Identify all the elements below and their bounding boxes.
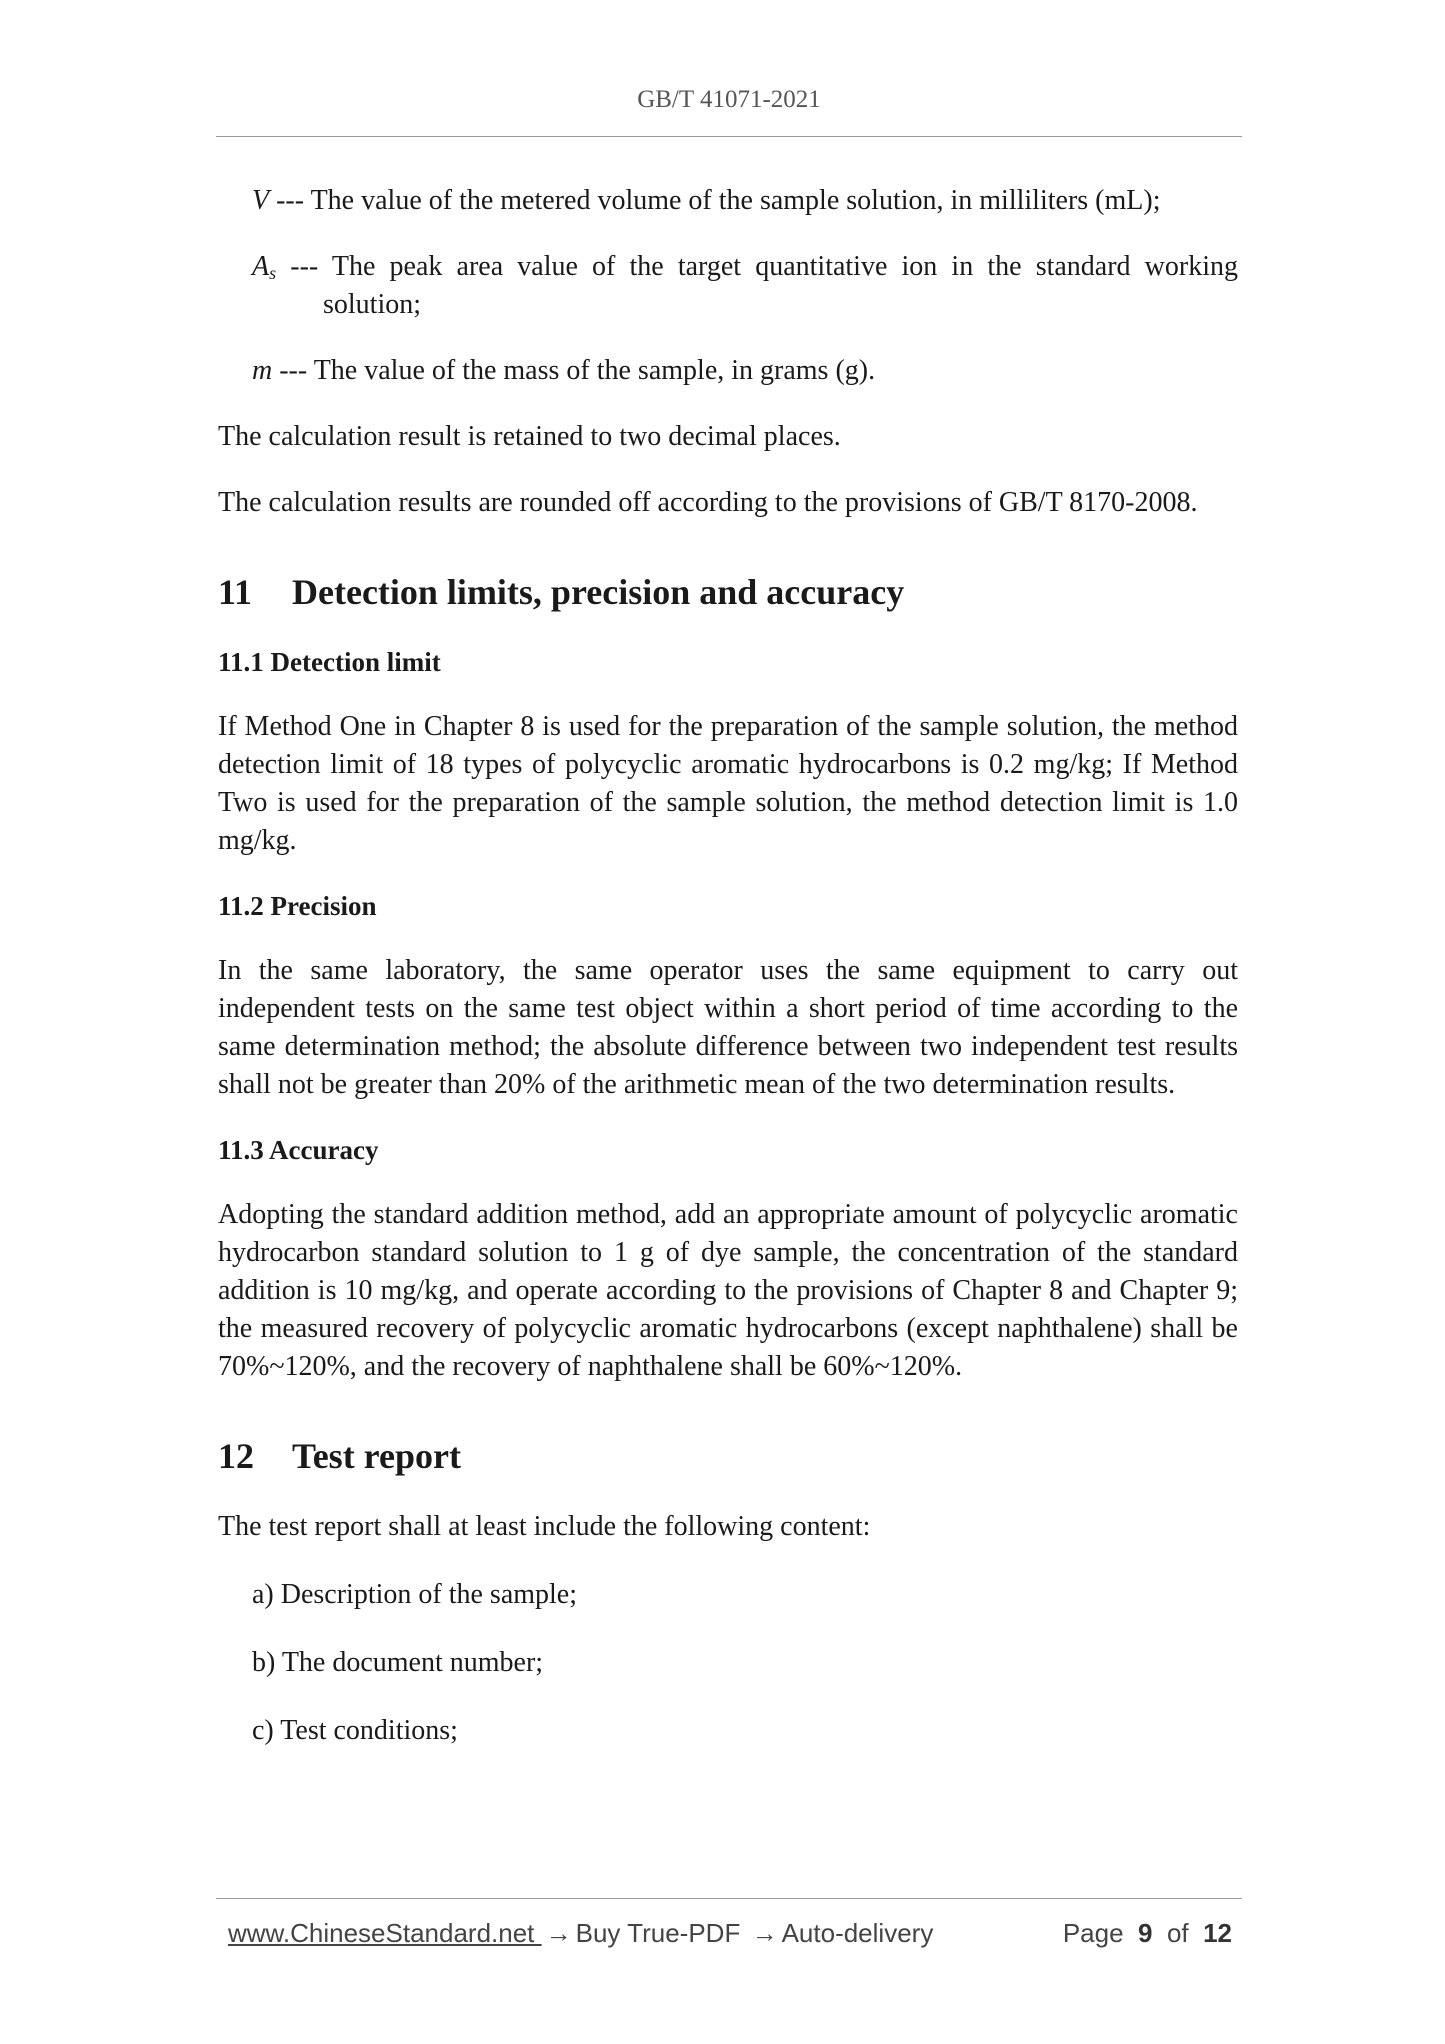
footer-divider [216, 1898, 1242, 1899]
section-12-heading [218, 1434, 1238, 1478]
subsection-11-3-heading: 11.3 Accuracy [218, 1135, 379, 1165]
page-current: 9 [1138, 1918, 1153, 1948]
definition-m-text: --- The value of the mass of the sample, in grams (g). [279, 355, 876, 386]
symbol-as: $A_s$ [252, 251, 277, 283]
delivery-text: Auto-delivery [781, 1918, 934, 1948]
symbol-v: V [252, 185, 270, 216]
list-item: b) The document number; [252, 1647, 544, 1678]
page-header: GB/T 41071-2021 [637, 86, 821, 113]
subsection-11-1-heading: 11.1 Detection limit [218, 647, 441, 677]
definition-v-text: --- The value of the metered volume of the sample solution, in milliliters (mL); [276, 185, 1161, 216]
section-11-number: 11 [218, 572, 253, 612]
subsection-11-3-text: Adopting the standard addition method, add an appropriate amount of polycyclic aromatic hydrocarbon standard solution to 1 g of dye sample, the concentration of the standard addition is 10 mg/kg, and operate according to the provisions of Chapter 8 and Chapter 9; the measured recovery of polycyclic aromatic hydrocarbons (except naphthalene) shall be 70%~120%, and the recovery of naphthalene shall be 60%~120%. [218, 1199, 1238, 1382]
page-footer [228, 1918, 1232, 1949]
website-link[interactable]: www.ChineseStandard.net [228, 1918, 542, 1948]
footer-left [228, 1918, 933, 1949]
section-11-heading [218, 570, 1238, 614]
arrow-right-icon: → [545, 1918, 572, 1948]
arrow-right-icon: → [751, 1918, 778, 1948]
header-divider [216, 136, 1242, 137]
section-12-number: 12 [218, 1436, 254, 1476]
definition-m [218, 352, 1238, 390]
section-12-intro: The test report shall at least include the following content: [218, 1511, 871, 1542]
page-of-label: of [1166, 1918, 1189, 1948]
list-item: c) Test conditions; [252, 1715, 458, 1746]
subsection-11-1-text: If Method One in Chapter 8 is used for the preparation of the sample solution, the method detection limit of 18 types of polycyclic aromatic hydrocarbons is 0.2 mg/kg; If Method Two is used for the preparation of the sample solution, the method detection limit is 1.0 mg/kg. [218, 711, 1238, 856]
symbol-m: m [252, 355, 273, 386]
subsection-11-2-text: In the same laboratory, the same operator uses the same equipment to carry out independent tests on the same test object within a short period of time according to the same determination method; the absolute difference between two independent test results shall not be greater than 20% of the arithmetic mean of the two determination results. [218, 955, 1238, 1100]
definition-as-text: --- The peak area value of the target quantitative ion in the standard working solution; [290, 251, 1239, 320]
buy-text: Buy True-PDF [575, 1918, 741, 1948]
section-11-title: Detection limits, precision and accuracy [292, 572, 905, 612]
section-12-title: Test report [292, 1436, 461, 1476]
page-total: 12 [1203, 1918, 1232, 1948]
page-number [1063, 1918, 1232, 1949]
subsection-11-2-heading: 11.2 Precision [218, 891, 377, 921]
paragraph-rounding-1: The calculation result is retained to two decimal places. [218, 421, 841, 452]
definition-as [218, 248, 1238, 324]
list-item: a) Description of the sample; [252, 1579, 578, 1610]
paragraph-rounding-2: The calculation results are rounded off according to the provisions of GB/T 8170-2008. [218, 487, 1198, 518]
page-label: Page [1062, 1918, 1124, 1948]
definition-v [218, 182, 1238, 220]
page-content [218, 182, 1238, 1750]
